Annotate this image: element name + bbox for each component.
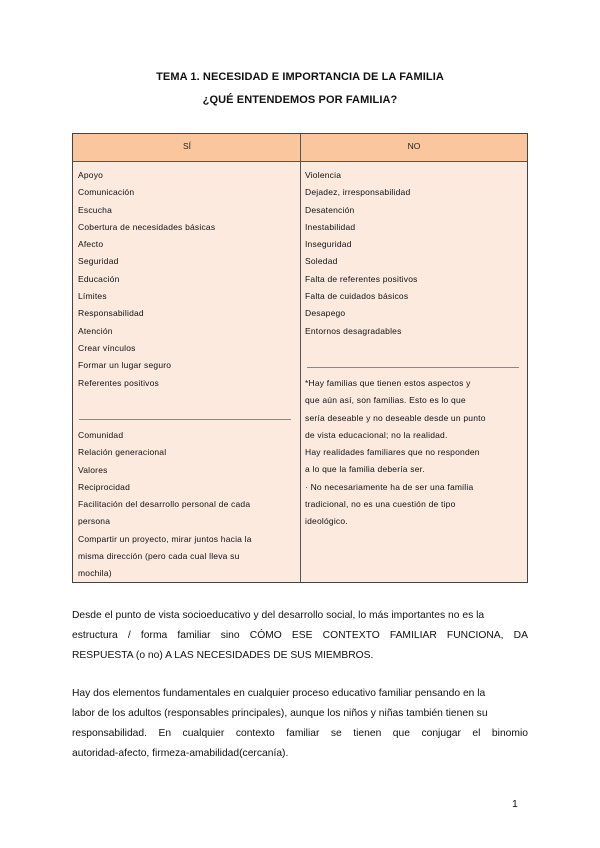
list-item: Compartir un proyecto, mirar juntos hacia la bbox=[78, 533, 252, 544]
paragraph-line: Hay dos elementos fundamentales en cualquier proceso educativo familiar pensando en la bbox=[72, 688, 486, 699]
list-item: persona bbox=[78, 516, 111, 527]
note-line: a lo que la familia debería ser. bbox=[305, 464, 425, 475]
paragraph-line: Desde el punto de vista socioeducativo y del desarrollo social, lo más importantes no es la bbox=[72, 610, 485, 621]
list-item: Inestabilidad bbox=[305, 221, 356, 232]
paragraph-line: labor de los adultos (responsables principales), aunque los niños y niñas también tienen su bbox=[72, 708, 488, 719]
document-subtitle: ¿QUÉ ENTENDEMOS POR FAMILIA? bbox=[202, 94, 398, 106]
list-item: Facilitación del desarrollo personal de cada bbox=[78, 499, 251, 510]
note-line: que aún así, son familias. Esto es lo que bbox=[305, 395, 466, 406]
list-item: Atención bbox=[78, 325, 113, 336]
note-line: · No necesariamente ha de ser una familia bbox=[305, 481, 474, 492]
page-number: 1 bbox=[512, 798, 518, 810]
list-item: Relación generacional bbox=[78, 447, 167, 458]
list-item: Comunicación bbox=[78, 187, 135, 198]
list-item: Entornos desagradables bbox=[305, 325, 402, 336]
list-item: Formar un lugar seguro bbox=[78, 360, 172, 371]
paragraph-elements bbox=[72, 684, 528, 764]
si-separator bbox=[79, 419, 291, 420]
list-item: Desatención bbox=[305, 204, 355, 215]
list-item: Reciprocidad bbox=[78, 481, 131, 492]
note-line: ideológico. bbox=[305, 516, 348, 527]
si-list-primary bbox=[78, 167, 215, 392]
list-item: Comunidad bbox=[78, 430, 124, 440]
paragraph-structure bbox=[72, 606, 528, 666]
list-item: Valores bbox=[78, 464, 108, 475]
list-item: Soledad bbox=[305, 256, 338, 267]
list-item: Responsabilidad bbox=[78, 308, 144, 319]
note-line: Hay realidades familiares que no responden bbox=[305, 447, 480, 458]
list-item: Escucha bbox=[78, 204, 113, 215]
list-item: Apoyo bbox=[78, 170, 104, 180]
list-item: misma dirección (pero cada cual lleva su bbox=[78, 551, 240, 562]
si-list-secondary bbox=[78, 427, 252, 583]
list-item: Afecto bbox=[78, 239, 104, 250]
note-line: *Hay familias que tienen estos aspectos y bbox=[305, 378, 471, 388]
column-divider bbox=[300, 134, 301, 582]
note-line: tradicional, no es una cuestión de tipo bbox=[305, 499, 456, 510]
list-item: Falta de cuidados básicos bbox=[305, 291, 409, 302]
header-si: SÍ bbox=[182, 141, 192, 151]
list-item: Falta de referentes positivos bbox=[305, 273, 418, 284]
paragraph-line: responsabilidad. En cualquier contexto familiar se tienen que conjugar el binomio bbox=[72, 728, 528, 739]
paragraph-line: estructura / forma familiar sino CÓMO ESE CONTEXTO FAMILIAR FUNCIONA, DA bbox=[72, 630, 528, 641]
list-item: Desapego bbox=[305, 308, 346, 319]
comparison-table bbox=[72, 133, 528, 583]
list-item: Violencia bbox=[305, 170, 342, 180]
list-item: Referentes positivos bbox=[78, 377, 160, 388]
list-item: mochila) bbox=[78, 568, 112, 579]
no-list bbox=[305, 167, 418, 340]
document-title: TEMA 1. NECESIDAD E IMPORTANCIA DE LA FAMILIA bbox=[156, 71, 444, 83]
list-item: Crear vínculos bbox=[78, 342, 136, 353]
paragraph-line: autoridad-afecto, firmeza-amabilidad(cercanía). bbox=[72, 748, 289, 759]
list-item: Educación bbox=[78, 273, 120, 284]
header-no: NO bbox=[407, 141, 421, 151]
list-item: Cobertura de necesidades básicas bbox=[78, 221, 216, 232]
paragraph-line: RESPUESTA (o no) A LAS NECESIDADES DE SUS MIEMBROS. bbox=[72, 650, 374, 661]
no-separator bbox=[307, 367, 519, 368]
note-line: de vista educacional; no la realidad. bbox=[305, 429, 448, 440]
list-item: Seguridad bbox=[78, 256, 119, 267]
list-item: Límites bbox=[78, 291, 107, 302]
list-item: Dejadez, irresponsabilidad bbox=[305, 187, 411, 198]
note-line: sería deseable y no deseable desde un punto bbox=[305, 412, 486, 423]
list-item: Inseguridad bbox=[305, 239, 352, 250]
no-notes bbox=[305, 375, 486, 531]
